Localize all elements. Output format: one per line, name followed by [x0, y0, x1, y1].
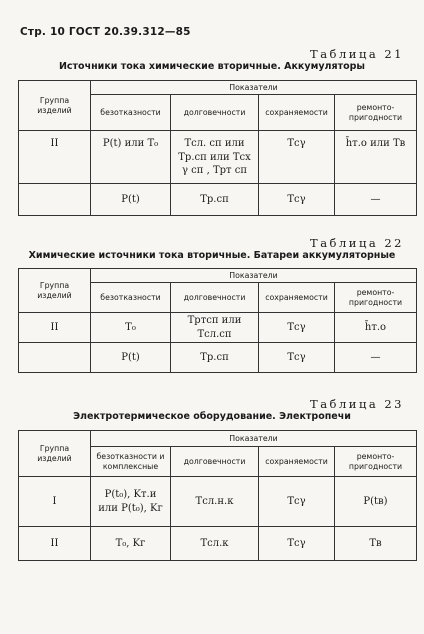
repairability-cell: —: [335, 343, 417, 373]
reliability-cell: T₀: [91, 313, 171, 343]
indicators-header: Показатели: [91, 269, 417, 283]
repairability-cell: h̄т.о или Tв: [335, 131, 417, 184]
storability-cell: Tсγ: [259, 343, 335, 373]
durability-cell: Tсл. сп или Tр.сп или Tсх γ сп , Tрт сп: [171, 131, 259, 184]
storability-header: сохраняемости: [259, 283, 335, 313]
reliability-header: безотказности: [91, 95, 171, 131]
table-row: [19, 131, 417, 184]
repairability-cell: Tв: [335, 527, 417, 561]
group-cell: II: [19, 131, 91, 184]
reliability-cell: P(t) или T₀: [91, 131, 171, 184]
group-cell: II: [19, 527, 91, 561]
durability-cell: Tр.сп: [171, 343, 259, 373]
storability-header: сохраняемости: [259, 447, 335, 477]
table-row: [19, 343, 417, 373]
repairability-header: ремонто-пригодности: [335, 95, 417, 131]
table-21-number: Таблица 21: [310, 47, 404, 61]
group-cell: [19, 343, 91, 373]
table-row: [19, 313, 417, 343]
reliability-header: безотказности и комплексные: [91, 447, 171, 477]
group-cell: [19, 184, 91, 216]
repairability-cell: P(tв): [335, 477, 417, 527]
group-cell: I: [19, 477, 91, 527]
group-header: Группа изделий: [19, 269, 91, 313]
table-23: [18, 430, 417, 561]
indicators-header: Показатели: [91, 431, 417, 447]
repairability-header: ремонто-пригодности: [335, 447, 417, 477]
durability-cell: Tртсп или Tсл.сп: [171, 313, 259, 343]
reliability-cell: T₀, Kг: [91, 527, 171, 561]
table-22: [18, 268, 417, 373]
repairability-cell: —: [335, 184, 417, 216]
storability-header: сохраняемости: [259, 95, 335, 131]
storability-cell: Tсγ: [259, 313, 335, 343]
storability-cell: Tсγ: [259, 527, 335, 561]
storability-cell: Tсγ: [259, 131, 335, 184]
table-row: [19, 477, 417, 527]
table-23-title: Электротермическое оборудование. Электропечи: [73, 411, 351, 422]
reliability-cell: P(t): [91, 343, 171, 373]
group-header: Группа изделий: [19, 431, 91, 477]
indicators-header: Показатели: [91, 81, 417, 95]
table-row: [19, 527, 417, 561]
durability-header: долговечности: [171, 95, 259, 131]
storability-cell: Tсγ: [259, 184, 335, 216]
repairability-cell: h̄т.о: [335, 313, 417, 343]
reliability-cell: P(t): [91, 184, 171, 216]
table-22-title: Химические источники тока вторичные. Батареи аккумуляторные: [28, 250, 396, 261]
durability-cell: Tсл.к: [171, 527, 259, 561]
reliability-cell: P(t₀), Kт.и или P(t₀), Kг: [91, 477, 171, 527]
reliability-header: безотказности: [91, 283, 171, 313]
table-23-number: Таблица 23: [310, 397, 404, 411]
table-21-title: Источники тока химические вторичные. Аккумуляторы: [58, 61, 366, 72]
durability-header: долговечности: [171, 283, 259, 313]
storability-cell: Tсγ: [259, 477, 335, 527]
group-cell: II: [19, 313, 91, 343]
durability-header: долговечности: [171, 447, 259, 477]
durability-cell: Tсл.н.к: [171, 477, 259, 527]
durability-cell: Tр.сп: [171, 184, 259, 216]
table-row: [19, 184, 417, 216]
page-header: Стр. 10 ГОСТ 20.39.312—85: [20, 26, 191, 38]
table-21: [18, 80, 417, 216]
repairability-header: ремонто-пригодности: [335, 283, 417, 313]
group-header: Группа изделий: [19, 81, 91, 131]
table-22-number: Таблица 22: [310, 236, 404, 250]
